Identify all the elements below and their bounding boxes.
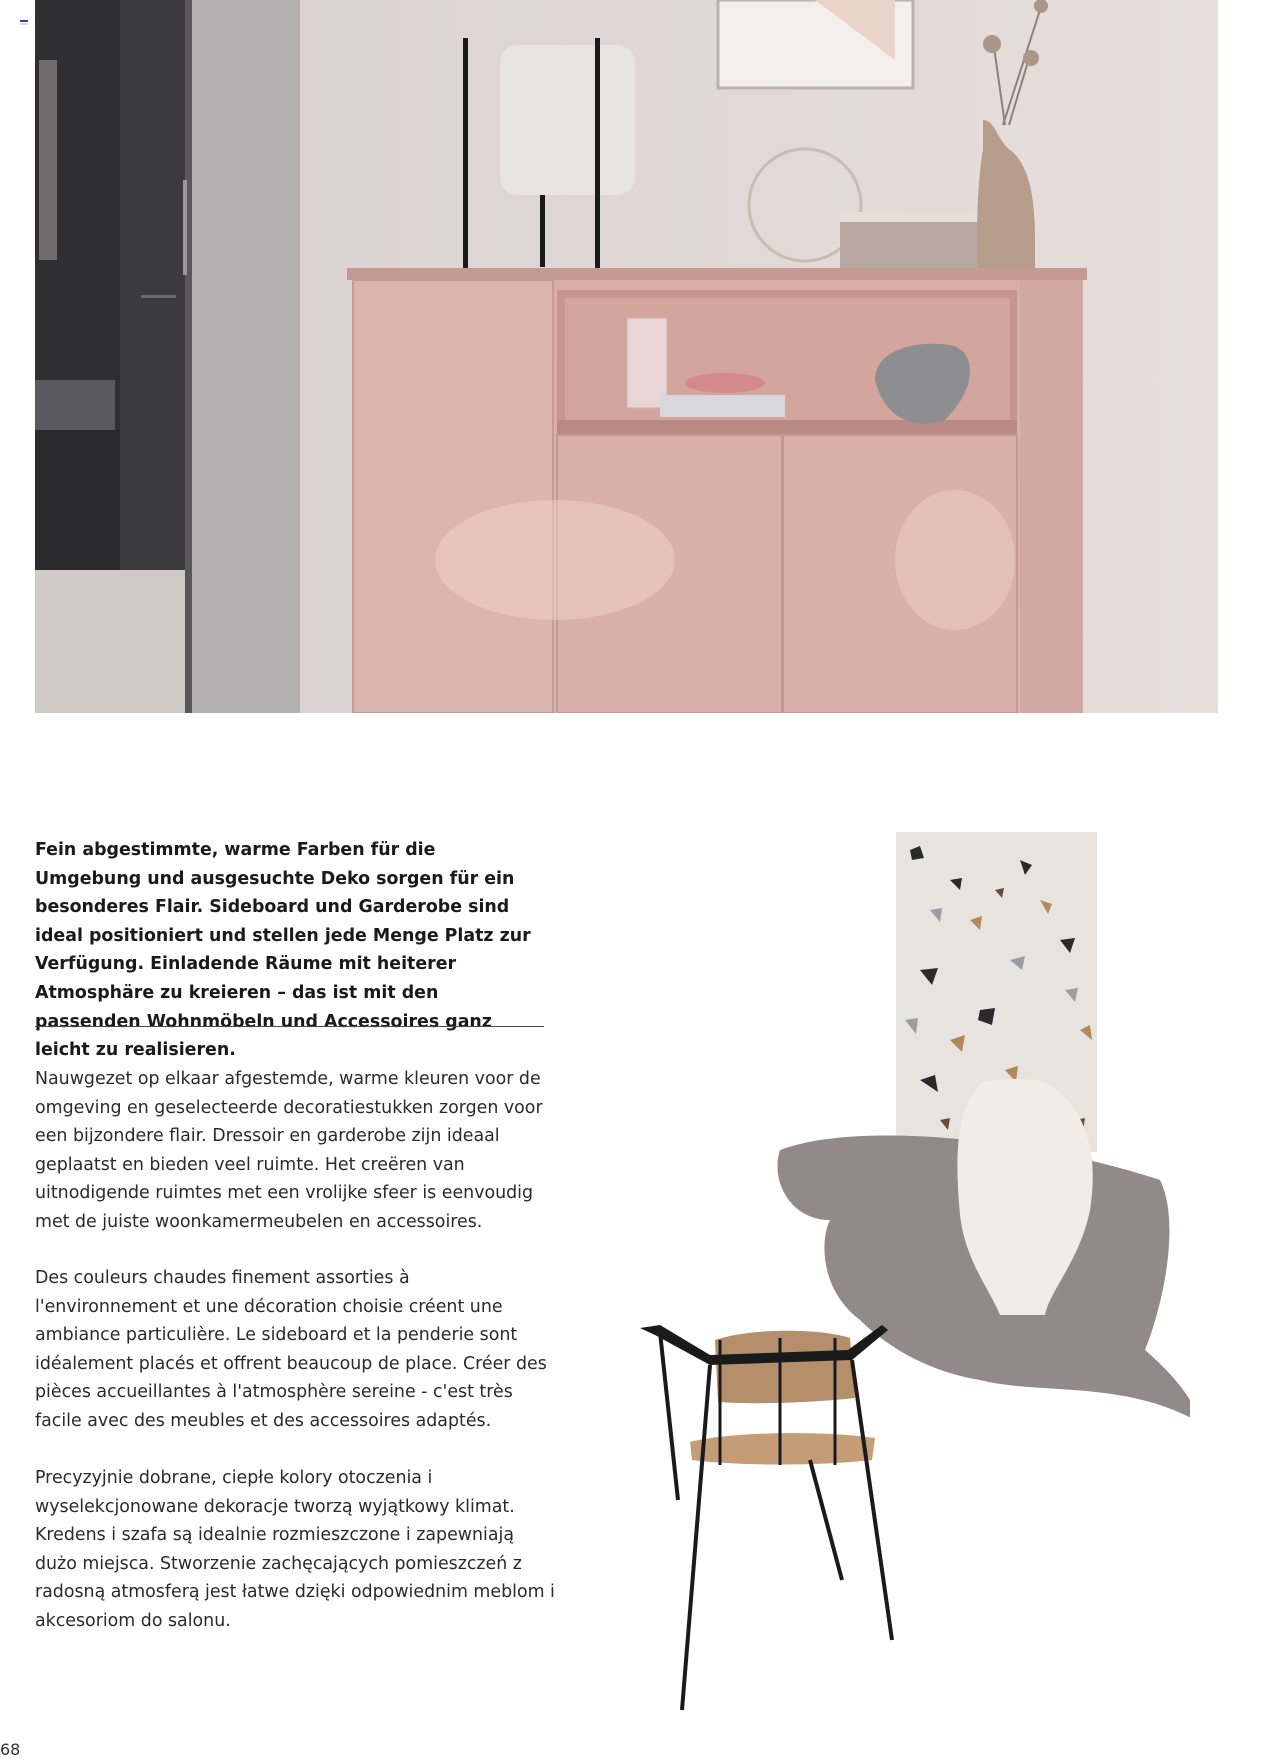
moodboard-collage (620, 820, 1190, 1720)
text-pl: Precyzyjnie dobrane, ciepłe kolory otoczenia i wyselekcjonowane dekoracje tworzą wyjątkowy klimat. Kredens i szafa są idealnie rozmieszczone i zapewniają dużo miejsca. Stworzenie zachęcających pomieszczeń z radosną atmosferą jest łatwe dzięki odpowiednim meblom i akcesoriom do salonu. (35, 1468, 555, 1631)
sideboard (347, 268, 1087, 713)
chair (640, 1325, 892, 1710)
hero-photo (35, 0, 1218, 713)
text-nl: Nauwgezet op elkaar afgestemde, warme kleuren voor de omgeving en geselecteerde decoratiestukken zorgen voor een bijzondere flair. Dressoir en garderobe zijn ideaal geplaatst en bieden veel ruimte. Het creëren van uitnodigende ruimtes met een vrolijke sfeer is eenvoudig met de juiste woonkamermeubelen en accessoires. (35, 1069, 543, 1232)
page-number: 68 (0, 1740, 21, 1759)
sideboard-scene (35, 0, 1218, 713)
intro-text-de: Fein abgestimmte, warme Farben für die Umgebung und ausgesuchte Deko sorgen für ein besonderes Flair. Sideboard und Garderobe sind ideal positioniert und stellen jede Menge Platz zur Verfügung. Einladende Räume mit heiterer Atmosphäre zu kreieren – das ist mit den passenden Wohnmöbeln und Accessoires ganz leicht zu realisieren. (35, 840, 531, 1061)
mirror-door (185, 0, 300, 713)
divider (35, 1026, 544, 1027)
storage-box (840, 215, 1000, 277)
language-flag-icon (20, 20, 28, 27)
marble-vase (627, 318, 667, 408)
pink-bowl (685, 373, 765, 393)
text-fr: Des couleurs chaudes finement assorties à l'environnement et une décoration choisie créent une ambiance particulière. Le sideboard et la penderie sont idéalement placés et offrent beaucoup de place. Créer des pièces accueillantes à l'atmosphère sereine - c'est très facile avec des meubles et des accessoires adaptés. (35, 1268, 547, 1431)
book-stack (660, 395, 785, 417)
hanging-coat (39, 60, 57, 260)
